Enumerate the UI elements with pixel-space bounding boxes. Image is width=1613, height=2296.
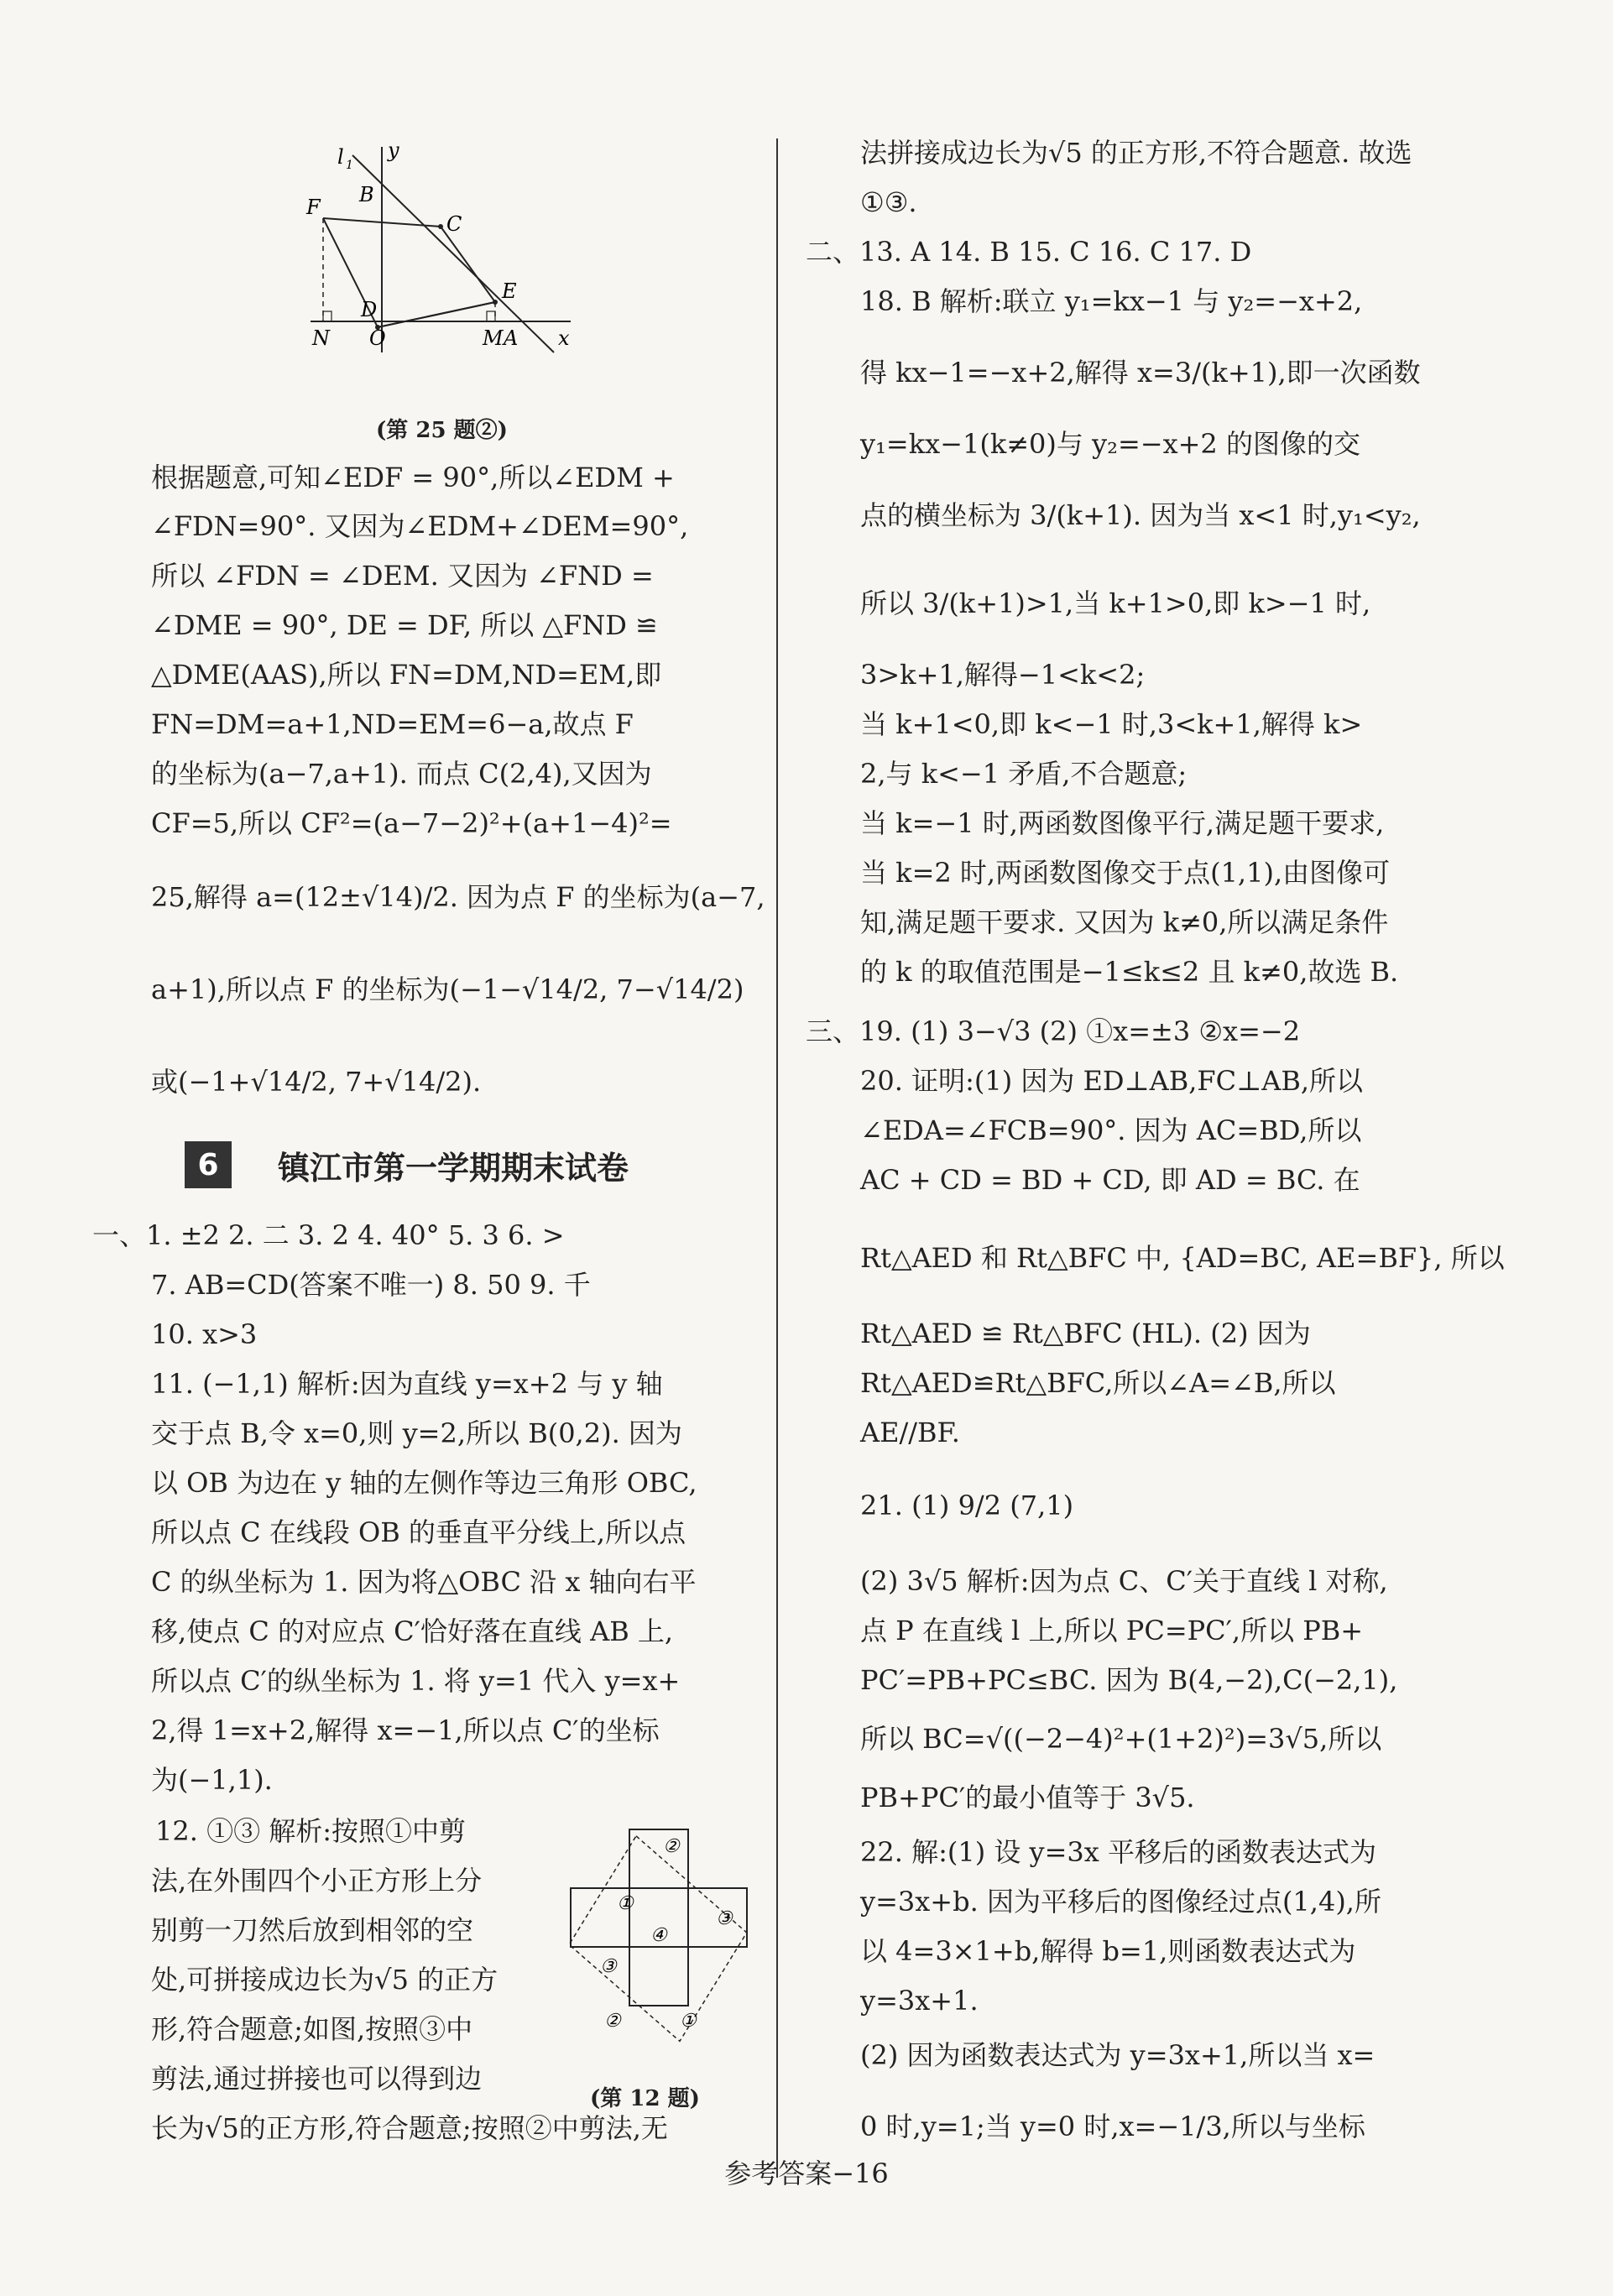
label-E: E [502, 279, 517, 303]
q12-line: 剪法,通过拼接也可以得到边 [151, 2063, 483, 2095]
q12-line: 形,符合题意;如图,按照③中 [151, 2013, 473, 2045]
label-M: M [483, 326, 504, 350]
label-y: y [388, 138, 399, 162]
right-line: 当 k=−1 时,两函数图像平行,满足题干要求, [860, 807, 1385, 839]
left-line: 根据题意,可知∠EDF = 90°,所以∠EDM + [151, 462, 675, 493]
right-line: Rt△AED 和 Rt△BFC 中, {AD=BC, AE=BF}, 所以 [860, 1242, 1505, 1274]
left-line: 的坐标为(a−7,a+1). 而点 C(2,4),又因为 [151, 758, 652, 790]
page-footer: 参考答案−16 [724, 2158, 889, 2189]
right-line: 所以 BC=√((−2−4)²+(1+2)²)=3√5,所以 [860, 1723, 1382, 1755]
right-line: Rt△AED ≌ Rt△BFC (HL). (2) 因为 [860, 1318, 1311, 1349]
left-line: a+1),所以点 F 的坐标为(−1−√14/2, 7−√14/2) [151, 973, 744, 1005]
label-l1: l [337, 145, 344, 169]
left-line: 7. AB=CD(答案不唯一) 8. 50 9. 千 [151, 1269, 591, 1301]
right-line: 所以 3/(k+1)>1,当 k+1>0,即 k>−1 时, [860, 587, 1371, 619]
right-line: y=3x+1. [860, 1985, 979, 2017]
label-l1-sub: 1 [346, 159, 353, 172]
left-line: 25,解得 a=(12±√14)/2. 因为点 F 的坐标为(a−7, [151, 881, 765, 913]
q12-line: 12. ①③ 解析:按照①中剪 [155, 1815, 467, 1847]
label-O: O [369, 326, 386, 350]
fig12-mark: ① [680, 2011, 697, 2032]
right-line: 3>k+1,解得−1<k<2; [860, 659, 1146, 691]
column-divider [776, 138, 778, 2178]
section-title [185, 1137, 629, 1192]
left-line: 一、1. ±2 2. 二 3. 2 4. 40° 5. 3 6. > [92, 1219, 565, 1251]
right-line: ①③. [860, 186, 917, 218]
left-line: 以 OB 为边在 y 轴的左侧作等边三角形 OBC, [151, 1467, 697, 1499]
left-line: 为(−1,1). [151, 1764, 273, 1796]
right-line: 2,与 k<−1 矛盾,不合题意; [860, 758, 1188, 790]
right-line: 法拼接成边长为√5 的正方形,不符合题意. 故选 [860, 137, 1412, 169]
left-line: △DME(AAS),所以 FN=DM,ND=EM,即 [151, 659, 662, 691]
label-B: B [359, 183, 374, 206]
left-line: 10. x>3 [151, 1318, 258, 1350]
left-line: 交于点 B,令 x=0,则 y=2,所以 B(0,2). 因为 [151, 1417, 682, 1449]
fig12-mark: ④ [650, 1925, 667, 1946]
right-line: AE//BF. [860, 1417, 960, 1448]
label-x: x [558, 326, 570, 350]
right-line: 21. (1) 9/2 (7,1) [860, 1490, 1074, 1521]
right-line: 当 k+1<0,即 k<−1 时,3<k+1,解得 k> [860, 708, 1363, 740]
figure-25-caption: (第 25 题②) [376, 418, 508, 443]
fig12-mark: ② [604, 2011, 621, 2032]
fig12-mark: ③ [716, 1908, 733, 1929]
section-number: 6 [185, 1141, 232, 1188]
right-line: 18. B 解析:联立 y₁=kx−1 与 y₂=−x+2, [860, 285, 1363, 317]
right-line: PC′=PB+PC≤BC. 因为 B(4,−2),C(−2,1), [860, 1664, 1398, 1696]
fig12-mark: ② [663, 1836, 680, 1857]
right-line: 0 时,y=1;当 y=0 时,x=−1/3,所以与坐标 [860, 2111, 1365, 2142]
q12-line: 法,在外围四个小正方形上分 [151, 1865, 483, 1897]
left-line: 移,使点 C 的对应点 C′恰好落在直线 AB 上, [151, 1615, 674, 1647]
left-line: 或(−1+√14/2, 7+√14/2). [151, 1066, 482, 1098]
section-title-text: 镇江市第一学期期末试卷 [278, 1149, 629, 1187]
figure-12-caption: (第 12 题) [590, 2086, 700, 2111]
right-line: 得 kx−1=−x+2,解得 x=3/(k+1),即一次函数 [860, 357, 1421, 389]
right-line: 三、19. (1) 3−√3 (2) ①x=±3 ②x=−2 [806, 1015, 1301, 1047]
right-line: PB+PC′的最小值等于 3√5. [860, 1782, 1195, 1813]
right-line: 当 k=2 时,两函数图像交于点(1,1),由图像可 [860, 857, 1391, 889]
right-line: AC + CD = BD + CD, 即 AD = BC. 在 [860, 1164, 1360, 1196]
fig12-mark: ③ [600, 1956, 617, 1977]
label-A: A [504, 326, 519, 350]
right-line: y=3x+b. 因为平移后的图像经过点(1,4),所 [860, 1886, 1381, 1918]
right-line: 22. 解:(1) 设 y=3x 平移后的函数表达式为 [860, 1836, 1376, 1868]
label-C: C [446, 212, 462, 236]
right-line: 20. 证明:(1) 因为 ED⊥AB,FC⊥AB,所以 [860, 1065, 1364, 1097]
left-line: 所以点 C′的纵坐标为 1. 将 y=1 代入 y=x+ [151, 1665, 681, 1697]
label-F: F [306, 196, 321, 219]
right-line: 点 P 在直线 l 上,所以 PC=PC′,所以 PB+ [860, 1615, 1364, 1646]
right-line: 二、13. A 14. B 15. C 16. C 17. D [806, 236, 1252, 268]
figure-25-diagram [302, 138, 579, 357]
right-line: y₁=kx−1(k≠0)与 y₂=−x+2 的图像的交 [860, 428, 1360, 460]
left-line: C 的纵坐标为 1. 因为将△OBC 沿 x 轴向右平 [151, 1566, 697, 1598]
q12-line: 长为√5的正方形,符合题意;按照②中剪法,无 [151, 2112, 668, 2144]
left-line: FN=DM=a+1,ND=EM=6−a,故点 F [151, 708, 634, 740]
left-line: 所以点 C 在线段 OB 的垂直平分线上,所以点 [151, 1516, 686, 1548]
label-N: N [312, 326, 330, 350]
right-line: 点的横坐标为 3/(k+1). 因为当 x<1 时,y₁<y₂, [860, 499, 1421, 531]
left-line: ∠FDN=90°. 又因为∠EDM+∠DEM=90°, [151, 510, 689, 542]
q12-line: 处,可拼接成边长为√5 的正方 [151, 1964, 499, 1996]
left-line: 11. (−1,1) 解析:因为直线 y=x+2 与 y 轴 [151, 1368, 663, 1400]
fig12-mark: ① [617, 1893, 634, 1914]
figure-12-diagram [566, 1825, 751, 2069]
right-line: 以 4=3×1+b,解得 b=1,则函数表达式为 [860, 1935, 1356, 1967]
left-line: 所以 ∠FDN = ∠DEM. 又因为 ∠FND = [151, 560, 654, 592]
q12-line: 别剪一刀然后放到相邻的空 [151, 1914, 474, 1946]
left-line: 2,得 1=x+2,解得 x=−1,所以点 C′的坐标 [151, 1714, 660, 1746]
right-line: (2) 3√5 解析:因为点 C、C′关于直线 l 对称, [860, 1565, 1388, 1597]
label-D: D [361, 298, 378, 321]
right-line: Rt△AED≌Rt△BFC,所以∠A=∠B,所以 [860, 1367, 1336, 1399]
right-line: 知,满足题干要求. 又因为 k≠0,所以满足条件 [860, 906, 1389, 938]
left-line: CF=5,所以 CF²=(a−7−2)²+(a+1−4)²= [151, 807, 672, 839]
right-line: (2) 因为函数表达式为 y=3x+1,所以当 x= [860, 2039, 1375, 2071]
left-line: ∠DME = 90°, DE = DF, 所以 △FND ≌ [151, 609, 658, 641]
right-line: 的 k 的取值范围是−1≤k≤2 且 k≠0,故选 B. [860, 956, 1399, 988]
right-line: ∠EDA=∠FCB=90°. 因为 AC=BD,所以 [860, 1114, 1362, 1146]
